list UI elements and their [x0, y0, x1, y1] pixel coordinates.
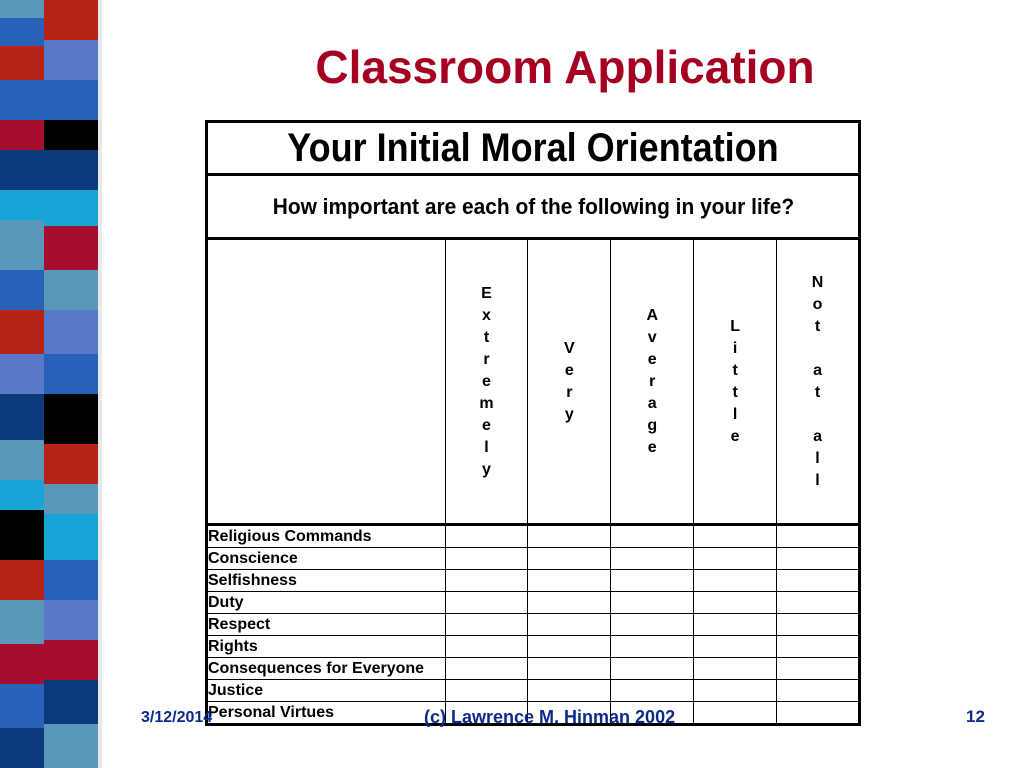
scale-letter: e [730, 427, 740, 445]
stripe-block [0, 644, 44, 684]
scale-letter: l [484, 438, 489, 456]
rating-cell[interactable] [777, 680, 860, 702]
stripe-block [0, 394, 44, 440]
scale-letter: m [479, 394, 494, 412]
stripe-block [0, 46, 44, 80]
stripe-block [0, 728, 44, 768]
scale-letter: l [815, 449, 820, 467]
rating-cell[interactable] [611, 658, 694, 680]
scale-letter: a [813, 361, 822, 379]
scale-label [611, 305, 693, 459]
scale-letter: l [815, 471, 820, 489]
row-label: Respect [207, 614, 446, 636]
footer-date: 3/12/2014 [141, 709, 213, 726]
rating-cell[interactable] [611, 636, 694, 658]
row-label: Conscience [207, 548, 446, 570]
table-heading [207, 122, 860, 175]
scale-letter: V [564, 339, 575, 357]
rating-cell[interactable] [694, 680, 777, 702]
rating-cell[interactable] [777, 592, 860, 614]
rating-cell[interactable] [445, 614, 528, 636]
footer-credit: (c) Lawrence M. Hinman 2002 [424, 707, 676, 727]
scale-letter: e [647, 350, 657, 368]
stripe-block [44, 40, 98, 80]
rating-cell[interactable] [611, 548, 694, 570]
rating-cell[interactable] [611, 680, 694, 702]
scale-label [446, 283, 528, 481]
scale-label [777, 272, 858, 492]
rating-cell[interactable] [611, 614, 694, 636]
table-row [207, 614, 860, 636]
scale-label [694, 316, 776, 448]
rating-cell[interactable] [694, 570, 777, 592]
scale-letter: t [732, 383, 738, 401]
scale-letter: r [566, 383, 573, 401]
stripe-block [0, 18, 44, 46]
stripe-block [0, 310, 44, 354]
decorative-stripe-band [0, 0, 120, 768]
row-label: Rights [207, 636, 446, 658]
table-heading-text: Your Initial Moral Orientation [287, 125, 779, 170]
stripe-block [44, 190, 98, 226]
scale-letter: N [811, 273, 824, 291]
scale-letter: A [646, 306, 659, 324]
stripe-block [0, 354, 44, 394]
scale-letter: r [649, 372, 656, 390]
stripe-block [44, 310, 98, 354]
scale-label [528, 338, 610, 426]
rating-cell[interactable] [528, 636, 611, 658]
scale-header-very [528, 239, 611, 525]
rating-cell[interactable] [777, 658, 860, 680]
scale-header-average [611, 239, 694, 525]
stripe-block [0, 80, 44, 120]
row-label: Religious Commands [207, 525, 446, 548]
stripe-block [44, 514, 98, 560]
stripe-block [0, 120, 44, 150]
scale-letter: i [732, 339, 738, 357]
rating-cell[interactable] [611, 525, 694, 548]
table-row [207, 636, 860, 658]
table-row [207, 658, 860, 680]
scale-letter: E [481, 284, 492, 302]
stripe-block [0, 0, 44, 18]
scale-letter: o [812, 295, 823, 313]
scale-letter: l [732, 405, 738, 423]
scale-letter: x [482, 306, 491, 324]
rating-cell[interactable] [777, 614, 860, 636]
rating-cell[interactable] [445, 658, 528, 680]
rating-cell[interactable] [445, 548, 528, 570]
rating-cell[interactable] [528, 548, 611, 570]
scale-letter: a [647, 394, 657, 412]
rating-cell[interactable] [445, 592, 528, 614]
row-label: Duty [207, 592, 446, 614]
scale-header-little [694, 239, 777, 525]
table-row [207, 548, 860, 570]
scale-letter: a [813, 427, 822, 445]
row-label: Selfishness [207, 570, 446, 592]
table-row [207, 570, 860, 592]
stripe-block [0, 270, 44, 310]
rating-cell[interactable] [777, 548, 860, 570]
table-question-text: How important are each of the following in your life? [272, 193, 794, 219]
rating-cell[interactable] [777, 636, 860, 658]
scale-letter: e [482, 416, 491, 434]
scale-letter: e [482, 372, 491, 390]
stripe-block [44, 226, 98, 270]
rating-cell[interactable] [445, 636, 528, 658]
rating-cell[interactable] [777, 702, 860, 725]
table-row [207, 680, 860, 702]
stripe-block [0, 440, 44, 480]
scale-letter: t [814, 383, 821, 401]
stripe-block [44, 444, 98, 484]
stripe-block [0, 560, 44, 600]
stripe-block [0, 600, 44, 644]
scale-letter: e [564, 361, 574, 379]
scale-header-not-at-all [777, 239, 860, 525]
scale-header-blank [207, 239, 446, 525]
stripe-block [0, 510, 44, 560]
scale-header-extremely [445, 239, 528, 525]
stripe-block [44, 680, 98, 724]
scale-letter: e [647, 438, 657, 456]
stripe-block [44, 394, 98, 444]
slide-title: Classroom Application [315, 41, 815, 93]
rating-cell[interactable] [611, 570, 694, 592]
rating-cell[interactable] [694, 636, 777, 658]
stripe-block [0, 190, 44, 220]
stripe-block [0, 684, 44, 728]
table-row [207, 592, 860, 614]
rating-cell[interactable] [777, 570, 860, 592]
scale-letter: r [483, 350, 490, 368]
rating-cell[interactable] [445, 525, 528, 548]
scale-letter: v [647, 328, 657, 346]
scale-letter: y [564, 405, 574, 423]
stripe-block [0, 220, 44, 270]
table-body [207, 525, 860, 725]
scale-letter: L [730, 317, 740, 335]
stripe-block [44, 120, 98, 150]
scale-letter: t [483, 328, 490, 346]
rating-cell[interactable] [777, 525, 860, 548]
table-question [207, 175, 860, 239]
scale-letter: t [814, 317, 821, 335]
rating-cell[interactable] [694, 614, 777, 636]
rating-cell[interactable] [694, 658, 777, 680]
rating-cell[interactable] [528, 614, 611, 636]
scale-letter: y [482, 460, 491, 478]
rating-cell[interactable] [611, 592, 694, 614]
row-label: Personal Virtues [207, 702, 446, 725]
rating-cell[interactable] [694, 548, 777, 570]
stripe-block [44, 150, 98, 190]
stripe-block [44, 0, 98, 40]
stripe-block [0, 150, 44, 190]
stripe-block [0, 480, 44, 510]
rating-cell[interactable] [694, 525, 777, 548]
stripe-block [44, 354, 98, 394]
stripe-block [44, 484, 98, 514]
row-label: Consequences for Everyone [207, 658, 446, 680]
page-number: 12 [966, 707, 985, 726]
rating-cell[interactable] [694, 702, 777, 725]
scale-letter: t [732, 361, 738, 379]
stripe-block [44, 560, 98, 600]
stripe-edge [98, 0, 102, 768]
stripe-block [44, 640, 98, 680]
moral-orientation-table [205, 120, 861, 726]
row-label: Justice [207, 680, 446, 702]
rating-cell[interactable] [528, 570, 611, 592]
rating-cell[interactable] [528, 592, 611, 614]
scale-letter: g [647, 416, 658, 434]
scale-header-row [207, 239, 860, 525]
rating-cell[interactable] [528, 525, 611, 548]
stripe-block [44, 270, 98, 310]
rating-cell[interactable] [528, 658, 611, 680]
table-row [207, 525, 860, 548]
rating-cell[interactable] [694, 592, 777, 614]
stripe-block [44, 600, 98, 640]
rating-cell[interactable] [445, 680, 528, 702]
stripe-block [44, 724, 98, 768]
stripe-block [44, 80, 98, 120]
rating-cell[interactable] [528, 680, 611, 702]
rating-cell[interactable] [445, 570, 528, 592]
